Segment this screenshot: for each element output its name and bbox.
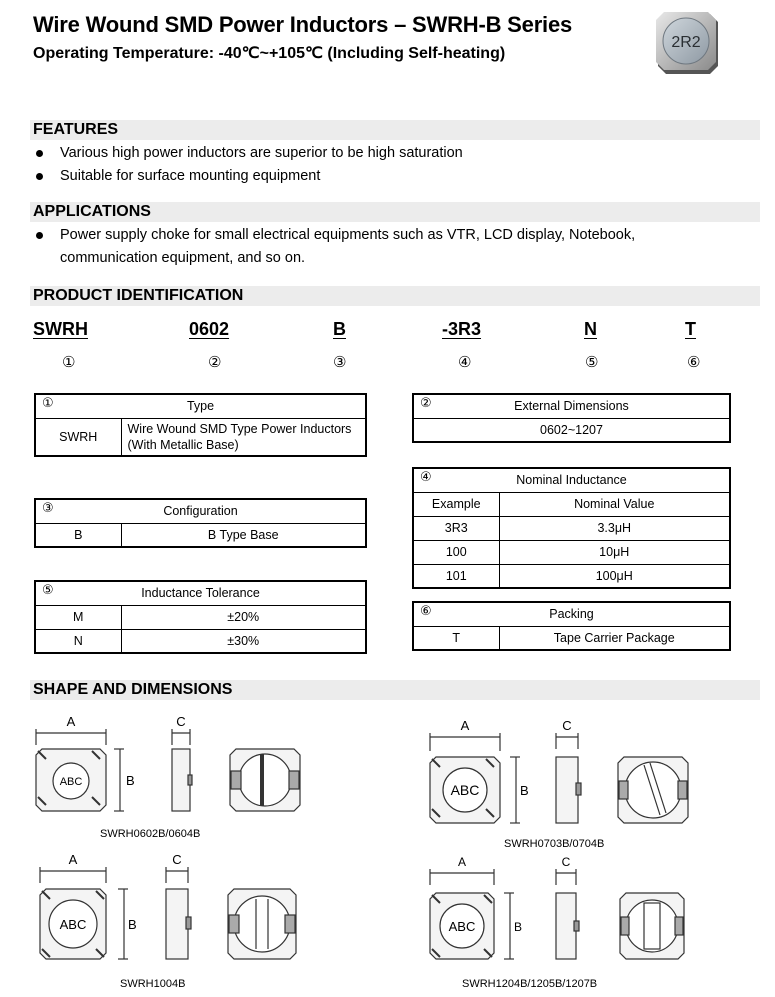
packing-table	[412, 601, 731, 651]
table-header-row: Example Nominal Value	[413, 492, 730, 516]
marker: ①	[62, 353, 76, 371]
marker: ③	[42, 501, 54, 516]
front-view-0703	[430, 733, 520, 823]
list-item: Power supply choke for small electrical equipments such as VTR, LCD display, Notebook, communication equipment, and so on.	[36, 224, 726, 270]
table-title: External Dimensions	[514, 399, 629, 414]
tolerance-table	[34, 580, 367, 654]
table-row: SWRH Wire Wound SMD Type Power Inductors (With Metallic Base)	[35, 418, 366, 456]
table-row: 101 100μH	[413, 564, 730, 588]
dim-c-label: C	[176, 714, 186, 729]
code-packing: T	[685, 319, 696, 339]
dim-a-label: A	[68, 852, 78, 867]
marking-label: ABC	[59, 917, 87, 932]
marker: ④	[458, 353, 472, 371]
dimension-drawings	[0, 705, 775, 997]
marker: ⑥	[420, 604, 432, 619]
marking-label: ABC	[450, 782, 480, 798]
table-row: B B Type Base	[35, 523, 366, 547]
figure-caption: SWRH0602B/0604B	[100, 828, 201, 840]
inductor-photo	[652, 6, 724, 78]
marking-label: ABC	[448, 919, 476, 934]
applications-list	[36, 224, 726, 270]
figure-caption: SWRH0703B/0704B	[504, 838, 605, 850]
code-series: SWRH	[33, 319, 88, 339]
table-row: N ±30%	[35, 629, 366, 653]
side-view-0602	[172, 729, 192, 811]
dim-a-label: A	[457, 855, 467, 869]
dim-a-label: A	[66, 714, 76, 729]
bottom-view-0703	[618, 757, 688, 823]
dim-a-label: A	[460, 718, 470, 733]
table-row: T Tape Carrier Package	[413, 626, 730, 650]
shapes-heading: SHAPE AND DIMENSIONS	[30, 680, 760, 700]
table-title: Packing	[549, 607, 594, 622]
inductance-table	[412, 467, 731, 589]
marker: ②	[208, 353, 222, 371]
table-row: 100 10μH	[413, 540, 730, 564]
type-table	[34, 393, 367, 457]
side-view-1004	[166, 867, 191, 959]
list-item: Various high power inductors are superior to be high saturation	[36, 142, 736, 165]
bottom-view-0602	[230, 749, 300, 811]
page-title: Wire Wound SMD Power Inductors – SWRH-B Series	[33, 12, 573, 37]
list-item: Suitable for surface mounting equipment	[36, 165, 736, 188]
marker: ③	[333, 353, 347, 371]
svg-text:2R2: 2R2	[671, 34, 701, 51]
dim-c-label: C	[562, 718, 572, 733]
code-tolerance: N	[584, 319, 597, 339]
figure-caption: SWRH1204B/1205B/1207B	[462, 978, 598, 990]
side-view-1204	[556, 869, 579, 959]
marker: ⑤	[42, 583, 54, 598]
front-view-0602	[36, 729, 124, 811]
marker: ④	[420, 470, 432, 485]
dimensions-table	[412, 393, 731, 443]
front-view-1204	[430, 869, 514, 959]
applications-heading: APPLICATIONS	[30, 202, 760, 222]
dim-b-label: B	[520, 783, 529, 798]
dim-b-label: B	[128, 917, 137, 932]
dim-b-label: B	[126, 773, 135, 788]
code-configuration: B	[333, 319, 346, 339]
dim-c-label: C	[561, 855, 571, 869]
identification-heading: PRODUCT IDENTIFICATION	[30, 286, 760, 306]
dim-c-label: C	[172, 852, 182, 867]
table-title: Inductance Tolerance	[141, 586, 260, 601]
code-dimensions: 0602	[189, 319, 230, 339]
table-title: Nominal Inductance	[516, 473, 627, 488]
features-heading: FEATURES	[30, 120, 760, 140]
marker: ⑤	[585, 353, 599, 371]
bottom-view-1004	[228, 889, 296, 959]
bottom-view-1204	[620, 893, 684, 959]
code-inductance: -3R3	[442, 319, 482, 339]
marker: ⑥	[687, 353, 701, 371]
features-list	[36, 142, 736, 188]
table-row: M ±20%	[35, 605, 366, 629]
marker: ①	[42, 396, 54, 411]
marker: ②	[420, 396, 432, 411]
operating-temperature: Operating Temperature: -40℃~+105℃ (Including Self-heating)	[33, 45, 506, 62]
table-title: Configuration	[163, 504, 238, 519]
configuration-table	[34, 498, 367, 548]
marking-label: ABC	[59, 776, 83, 788]
dim-b-label: B	[514, 920, 523, 934]
side-view-0703	[556, 733, 581, 823]
table-row: 0602~1207	[413, 418, 730, 442]
front-view-1004	[40, 867, 128, 959]
figure-caption: SWRH1004B	[120, 978, 186, 990]
table-title: Type	[186, 399, 215, 414]
table-row: 3R3 3.3μH	[413, 516, 730, 540]
